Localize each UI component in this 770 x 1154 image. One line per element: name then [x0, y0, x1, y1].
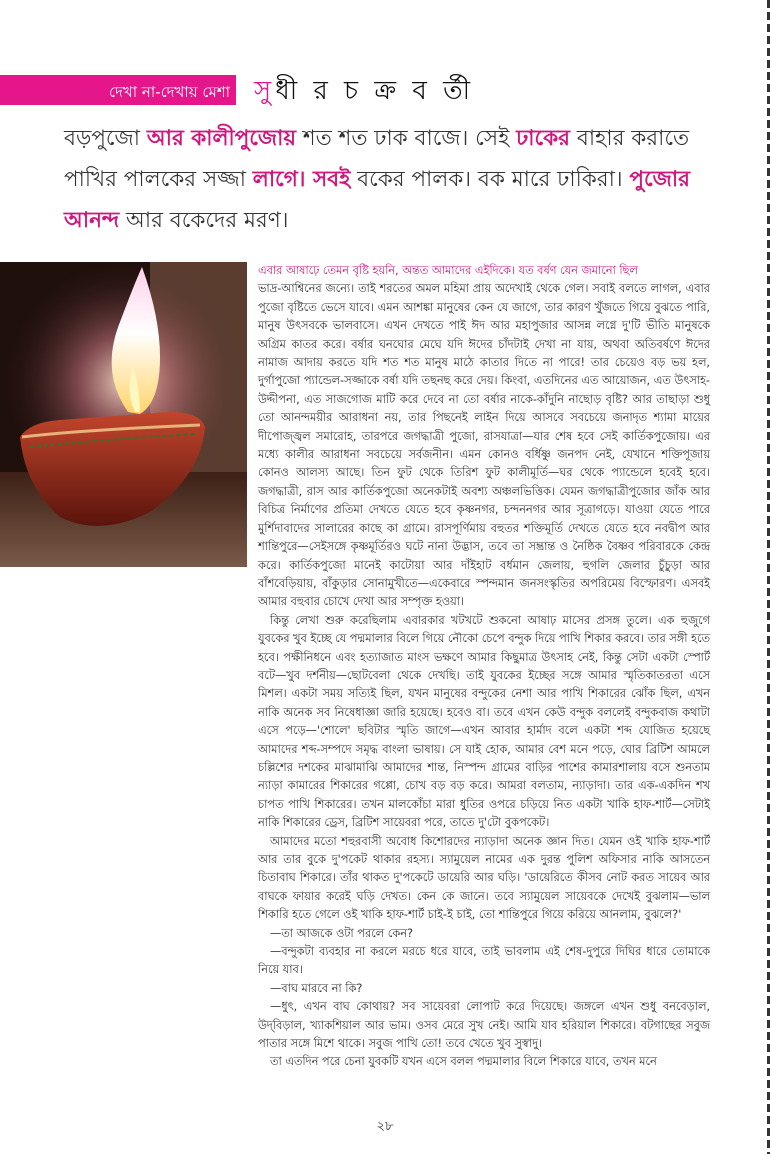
lead-text: আর বকেদের মরণ।: [119, 208, 289, 233]
article-paragraph: আমাদের মতো শহুরবাসী অবোধ কিশোরদের ন্যাড়াদা অনেক জ্ঞান দিত। যেমন ওই খাকি হাফ-শার্ট আর তার বুকে দু'পকেট থাকার রহস্য। স্যামুয়েল নামের এক দুরন্ত পুলিশ অফিসার নাকি আসতেন চিতাবাঘ শিকারে। তাঁর থাকত দু'পকেটে ডায়েরি আর ঘড়ি। 'ডায়েরিতে কীসব নোট করত সায়েব আর বাঘকে ফায়ার করেই ঘড়ি দেখত। কেন কে জানে। তবে স্যামুয়েল সায়েবকে দেখেই বুঝলাম—ভাল শিকারি হতে গেলে ওই খাকি হাফ-শার্ট চাই-ই চাই, তো শান্তিপুরে গিয়ে করিয়ে আনলাম, বুঝলে?': [258, 834, 710, 922]
article-paragraph: [258, 262, 710, 612]
diya-lamp-photo: [0, 262, 247, 567]
top-margin: [0, 0, 770, 70]
article-paragraph: কিন্তু লেখা শুরু করেছিলাম এবারকার খটখটে শুকনো আষাঢ় মাসের প্রসঙ্গ তুলে। এক হুজুগে যুবকের খুব ইচ্ছে যে পদ্মমালার বিলে গিয়ে নৌকো চেপে বন্দুক দিয়ে পাখি শিকার করবে। তার সঙ্গী হতে হবে। পক্ষীনিধনে এবং হত্যাজাত মাংস ভক্ষণে আমার কিছুমাত্র উৎসাহ নেই, কিন্তু সেটা একটা স্পোর্ট বটে—খুব দর্শনীয়—ছোটবেলা থেকে দেখছি। তাই যুবকের ইচ্ছের সঙ্গে আমার স্মৃতিকাতরতা এসে মিশল। একটা সময় সত্যিই ছিল, যখন মানুষের বন্দুকের নেশা আর পাখি শিকারের ঝোঁক ছিল, এখন নাকি অনেক সব নিষেধাজ্ঞা জারি হয়েছে। হবেও বা। তবে এখন কেউ বন্দুক বললেই বন্দুকবাজ কথাটা এসে পড়ে—'শোলে' ছবিটার স্মৃতি জাগে—এখন আবার হার্মাদ বলে একটা শব্দ যোজিত হয়েছে আমাদের শব্দ-সম্পদে সমৃদ্ধ বাংলা ভাষায়। সে যাই হোক, আমার বেশ মনে পড়ে, ঘোর ব্রিটিশ আমলে চল্লিশের দশকের মাঝামাঝি আমাদের শান্ত, নিস্পন্দ গ্রামের বাড়ির পাশের কামারশালায় বসে শুনতাম ন্যাড়া কামারের শিকারের গপ্পো, চোখ বড় বড় করে। আমরা বলতাম, ন্যাড়াদা। তার এক-একদিন শখ চাপত পাখি শিকারের। তখন মালকোঁচা মারা ধুতির ওপরে চড়িয়ে নিত একটা খাকি হাফ-শার্ট—সেটাই নাকি শিকারের ড্রেস, ব্রিটিশ সায়েবরা পরে, তাতে দু'টো বুকপকেট।: [258, 613, 710, 830]
article-paragraph: —বন্দুকটা ব্যবহার না করলে মরচে ধরে যাবে, তাই ভাবলাম এই শেষ-দুপুরে দিঘির ধারে তোমাকে নিয়ে যাব।: [258, 945, 710, 977]
article-body: [258, 262, 710, 1072]
section-label: দেখা না-দেখায় মেশা: [108, 83, 230, 101]
lead-highlight: লাগে। সবই: [252, 167, 351, 192]
lead-text: বকের পালক। বক মারে ঢাকিরা।: [350, 167, 630, 192]
lead-highlight: পুজোর আনন্দ: [64, 167, 690, 233]
author-name-rest: ধী র চ ক্র ব র্তী: [275, 76, 475, 106]
lead-text: বড়পুজো: [64, 126, 147, 151]
article-paragraph: —ধুৎ, এখন বাঘ কোথায়? সব সায়েবরা লোপাট করে দিয়েছে। জঙ্গলে এখন শুধু বনবেড়াল, উদ্‌বিড়াল, খ্যাকশিয়াল আর ভাম। ওসব মেরে সুখ নেই। আমি যাব হরিয়াল শিকারে। বটগাছের সবুজ পাতার সঙ্গে মিশে থাকে। সবুজ পাখি তো! তবে খেতে খুব সুস্বাদু।: [258, 1000, 710, 1051]
author-first-syllable: সু: [254, 76, 276, 106]
article-kicker: এবার আষাঢ়ে তেমন বৃষ্টি হয়নি, অন্তত আমাদের এইদিকে। যত বর্ষণ যেন জমানো ছিল: [258, 264, 638, 277]
lead-text: বাহার করাতে পাখির পালকের সজ্জা: [64, 126, 690, 192]
article-paragraph: —বাঘ মারবে না কি?: [270, 981, 363, 995]
article-paragraph: তা এতদিন পরে চেনা যুবকটি যখন এসে বলল পদ্মমালার বিলে শিকারে যাবে, তখন মনে: [270, 1055, 657, 1069]
lead-highlight: আর কালীপুজোয়: [146, 126, 297, 151]
article-paragraph-text: ভাদ্র-আশ্বিনের জন্যে। তাই শরতের অমল মহিমা প্রায় অদেখাই থেকে গেল। সবাই বলতে লাগল, এবার পুজো বৃষ্টিতে ভেসে যাবে। এমন আশঙ্কা মানুষের কেন যে জাগে, তার কারণ খুঁজতে গিয়ে বুঝতে পারি, মানুষ উৎসবকে ভালবাসে। এখন দেখতে পাই ঈদ আর মহাপুজার আসন্ন লগ্নে দু'টি ভীতি মানুষকে অগ্রিম কাতর করে। বর্ষার ঘনঘোর মেঘে যদি ঈদের চাঁদটাই দেখা না যায়, অথবা অতিবর্ষণে ঈদের নামাজ আদায় করতে যদি শত শত মানুষ মাঠে কাতার দিতে না পারে! তার চেয়েও বড় ভয় হল, দুর্গাপুজো প্যান্ডেল-সজ্জাকে বর্ষা যদি তছনছ করে দেয়। কিংবা, এতদিনের এত আয়োজন, এত উৎসাহ-উদ্দীপনা, এত সাজগোজ মাটি করে দেবে না তো বর্ষার নাকে-কাঁদুনি নাছোড় বৃষ্টি? আর তাছাড়া শুধু তো আনন্দময়ীর আরাধনা নয়, তার পিছনেই লাইন দিয়ে আসবে সবচেয়ে জনাদৃত শ্যামা মায়ের দীপোজ্জ্বল সমারোহ, তারপরে জগদ্ধাত্রী পুজো, রাসযাত্রা—যার শেষ হবে সেই কার্তিকপুজোয়। এর মধ্যে কালীর আরাধনা সবচেয়ে সর্বজনীন। এমন কোনও বর্ধিষ্ণু জনপদ নেই, যেখানে শক্তিপূজায় কোনও আলস্য আছে। তিন ফুট থেকে তিরিশ ফুট কালীমূর্তি—ঘর থেকে প্যান্ডেলে হবেই হবে। জগদ্ধাত্রী, রাস আর কার্তিকপুজো অনেকটাই অবশ্য অঞ্চলভিত্তিক। যেমন জগদ্ধাত্রীপুজোর জাঁক আর বিচিত্র নির্মাণের প্রতিমা দেখতে যেতে হবে কৃষ্ণনগর, চন্দননগর আর সূত্রাগড়ে। যাওয়া যেতে পারে মুর্শিদাবাদের সালারের কাছে কা গ্রামে। রাসপূর্ণিমায় বহুতর শক্তিমূর্তি দেখতে যেতে হবে নবদ্বীপ আর শান্তিপুরে—সেইসঙ্গে কৃষ্ণমূর্তিরও ঘটে নানা উদ্ভাস, তবে তা সম্ভ্রান্ত ও নৈষ্ঠিক বৈষ্ণব পরিবারকে কেন্দ্র করে। কার্তিকপুজো মানেই কাটোয়া আর দাঁইহাট বর্ধমান জেলায়, হুগলি জেলার চুঁচুড়া আর বাঁশবেড়িয়ায়, বাঁকুড়ার সোনামুখীতে—একেবারে স্পন্দমান জনসংস্কৃতির অপরিমেয় বিস্ফোরণ। এসবই আমার বহুবার চোখে দেখা আর সম্পৃক্ত হওয়া।: [258, 282, 710, 609]
article-paragraph: —তা আজকে ওটা পরলে কেন?: [270, 926, 413, 940]
lead-text: শত শত ঢাক বাজে। সেই: [296, 126, 517, 151]
lead-paragraph: [64, 118, 714, 241]
page-number: ২৮: [376, 1119, 394, 1134]
author-name: [254, 70, 474, 114]
lead-highlight: ঢাকের: [516, 126, 571, 151]
section-banner: [0, 75, 236, 105]
